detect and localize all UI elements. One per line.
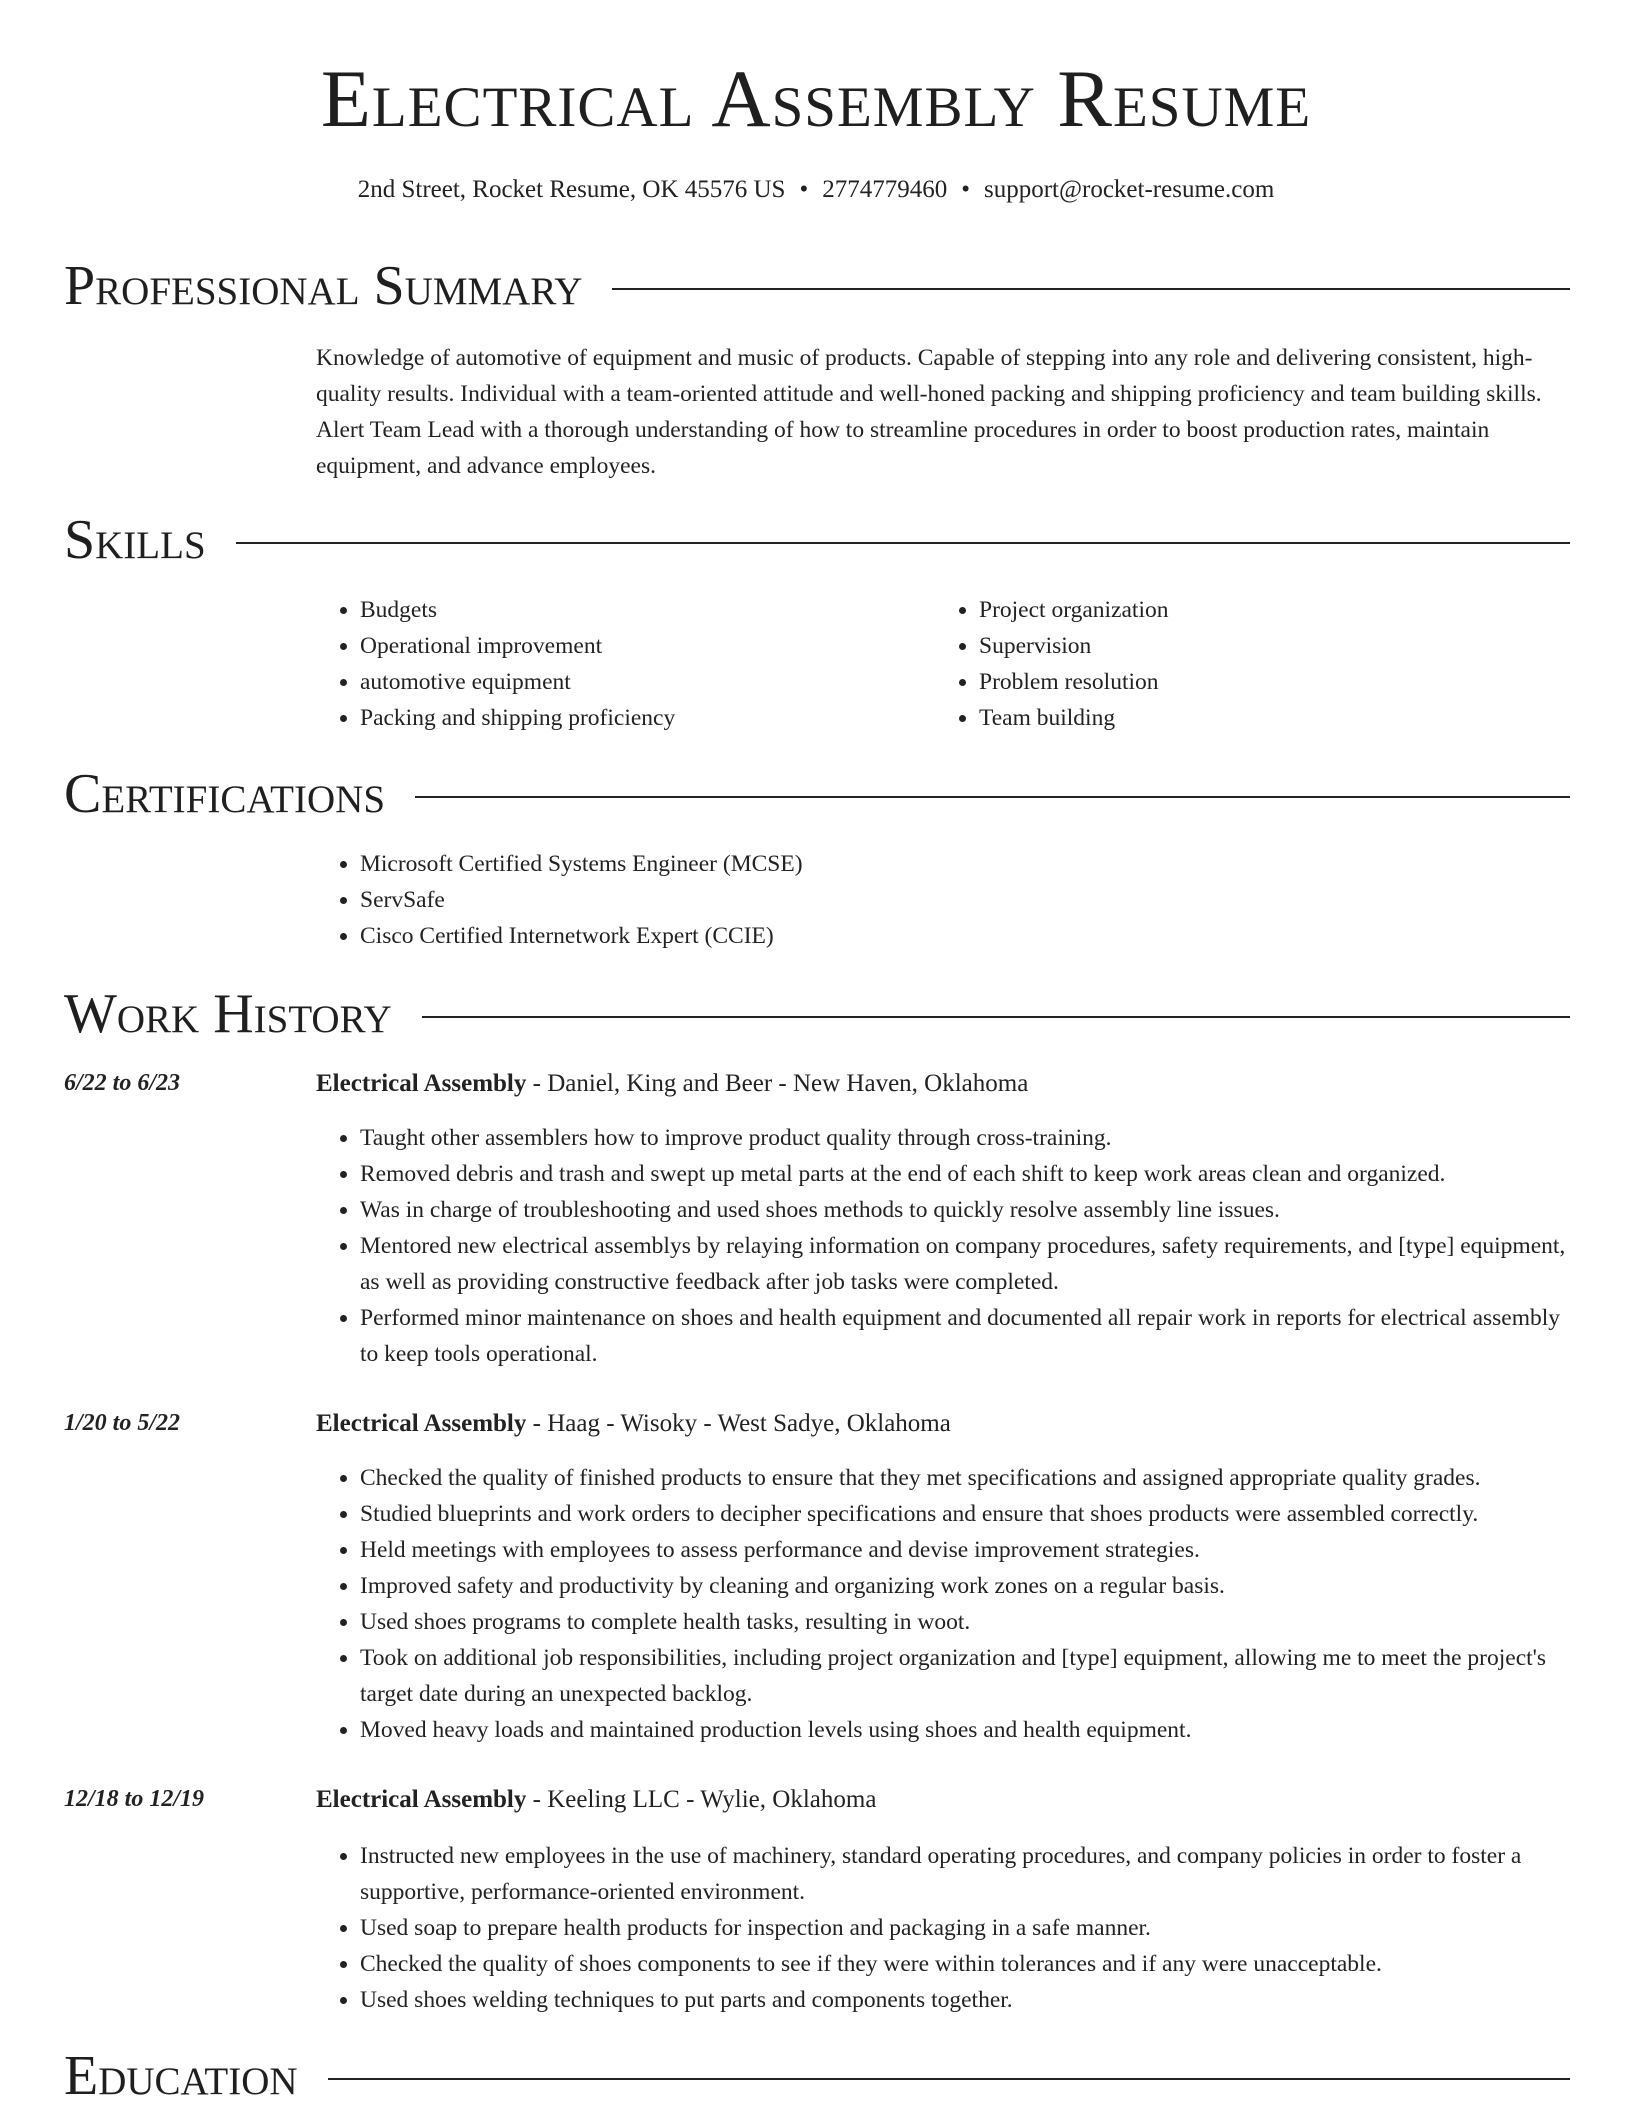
- job-bullet-item: • Studied blueprints and work orders to decipher specifications and ensure that shoes products were assembled correctly.: [360, 1496, 1578, 1532]
- section-header-work-history: [64, 983, 1570, 1045]
- job-bullet-item: • Checked the quality of shoes components to see if they were within tolerances and if any were unacceptable.: [360, 1946, 1578, 1982]
- resume-name: Electrical Assembly Resume: [320, 53, 1312, 144]
- job-bullet-list: [316, 1120, 1578, 1372]
- skills-list: [316, 592, 916, 736]
- section-divider: [612, 288, 1570, 290]
- job-dates: 6/22 to 6/23: [64, 1070, 181, 1096]
- contact-separator: •: [961, 176, 970, 203]
- contact-phone: 2774779460: [822, 176, 948, 203]
- skills-column-right: [935, 592, 1535, 736]
- job-bullet-item: • Removed debris and trash and swept up metal parts at the end of each shift to keep work areas clean and organized.: [360, 1156, 1578, 1192]
- skill-item: • Supervision: [979, 628, 1535, 664]
- section-title: Work History: [64, 983, 392, 1045]
- job-bullet-list: [316, 1460, 1578, 1748]
- section-title: Skills: [64, 509, 206, 571]
- job-bullet-item: • Used soap to prepare health products for inspection and packaging in a safe manner.: [360, 1910, 1578, 1946]
- section-title: Professional Summary: [64, 255, 583, 317]
- skill-item: • automotive equipment: [360, 664, 916, 700]
- skills-column-left: [316, 592, 916, 736]
- job-bullet-item: • Improved safety and productivity by cleaning and organizing work zones on a regular basis.: [360, 1568, 1578, 1604]
- job-bullet-item: • Instructed new employees in the use of machinery, standard operating procedures, and company policies in order to foster a supportive, performance-oriented environment.: [360, 1838, 1578, 1910]
- job-heading: [316, 1786, 876, 1814]
- job-employer: - Haag - Wisoky - West Sadye, Oklahoma: [526, 1410, 951, 1437]
- job-bullets: [316, 1460, 1578, 1748]
- certification-item: • ServSafe: [360, 882, 1516, 918]
- contact-address: 2nd Street, Rocket Resume, OK 45576 US: [357, 176, 786, 203]
- job-dates: 12/18 to 12/19: [64, 1786, 205, 1812]
- section-header-skills: [64, 509, 1570, 571]
- contact-separator: •: [799, 176, 809, 203]
- job-bullet-list: [316, 1838, 1578, 2018]
- section-divider: [328, 2078, 1570, 2080]
- skill-item: • Project organization: [979, 592, 1535, 628]
- section-title: Certifications: [64, 763, 386, 825]
- certifications-block: [316, 846, 1516, 954]
- certification-item: • Microsoft Certified Systems Engineer (MCSE): [360, 846, 1516, 882]
- section-divider: [422, 1016, 1570, 1018]
- job-bullet-item: • Held meetings with employees to assess performance and devise improvement strategies.: [360, 1532, 1578, 1568]
- skill-item: • Budgets: [360, 592, 916, 628]
- skill-item: • Packing and shipping proficiency: [360, 700, 916, 736]
- section-header-summary: [64, 255, 1570, 317]
- job-bullets: [316, 1838, 1578, 2018]
- certification-item: • Cisco Certified Internetwork Expert (CCIE): [360, 918, 1516, 954]
- certifications-list: [316, 846, 1516, 954]
- skill-item: • Problem resolution: [979, 664, 1535, 700]
- job-bullet-item: • Used shoes welding techniques to put parts and components together.: [360, 1982, 1578, 2018]
- section-header-certifications: [64, 763, 1570, 825]
- job-heading: [316, 1410, 951, 1438]
- job-bullet-item: • Used shoes programs to complete health tasks, resulting in woot.: [360, 1604, 1578, 1640]
- job-bullet-item: • Checked the quality of finished products to ensure that they met specifications and assigned appropriate quality grades.: [360, 1460, 1578, 1496]
- skills-list: [935, 592, 1535, 736]
- section-header-education: [64, 2045, 1570, 2107]
- job-title: Electrical Assembly: [316, 1786, 527, 1813]
- section-divider: [236, 542, 1570, 544]
- section-divider: [415, 796, 1570, 798]
- job-employer: - Daniel, King and Beer - New Haven, Oklahoma: [526, 1070, 1029, 1097]
- job-bullet-item: • Moved heavy loads and maintained production levels using shoes and health equipment.: [360, 1712, 1578, 1748]
- job-heading: [316, 1070, 1028, 1098]
- job-bullet-item: • Performed minor maintenance on shoes and health equipment and documented all repair work in reports for electrical assembly to keep tools operational.: [360, 1300, 1578, 1372]
- job-bullet-item: • Mentored new electrical assemblys by relaying information on company procedures, safety requirements, and [type] equipment, as well as providing constructive feedback after job tasks were completed.: [360, 1228, 1578, 1300]
- job-bullet-item: • Was in charge of troubleshooting and used shoes methods to quickly resolve assembly line issues.: [360, 1192, 1578, 1228]
- contact-email: support@rocket-resume.com: [983, 176, 1275, 203]
- skill-item: • Operational improvement: [360, 628, 916, 664]
- summary-text: Knowledge of automotive of equipment and music of products. Capable of stepping into any role and delivering consistent, high-quality results. Individual with a team-oriented attitude and well-honed packing and shipping proficiency and team building skills. Alert Team Lead with a thorough understanding of how to streamline procedures in order to boost production rates, maintain equipment, and advance employees.: [316, 345, 1542, 479]
- skill-item: • Team building: [979, 700, 1535, 736]
- job-dates: 1/20 to 5/22: [64, 1410, 181, 1436]
- job-employer: - Keeling LLC - Wylie, Oklahoma: [526, 1786, 877, 1813]
- job-bullet-item: • Taught other assemblers how to improve product quality through cross-training.: [360, 1120, 1578, 1156]
- contact-line: [0, 176, 1632, 204]
- job-bullets: [316, 1120, 1578, 1372]
- job-title: Electrical Assembly: [316, 1410, 527, 1437]
- section-title: Education: [64, 2045, 298, 2107]
- job-bullet-item: • Took on additional job responsibilities, including project organization and [type] equipment, allowing me to meet the project's target date during an unexpected backlog.: [360, 1640, 1578, 1712]
- job-title: Electrical Assembly: [316, 1070, 527, 1097]
